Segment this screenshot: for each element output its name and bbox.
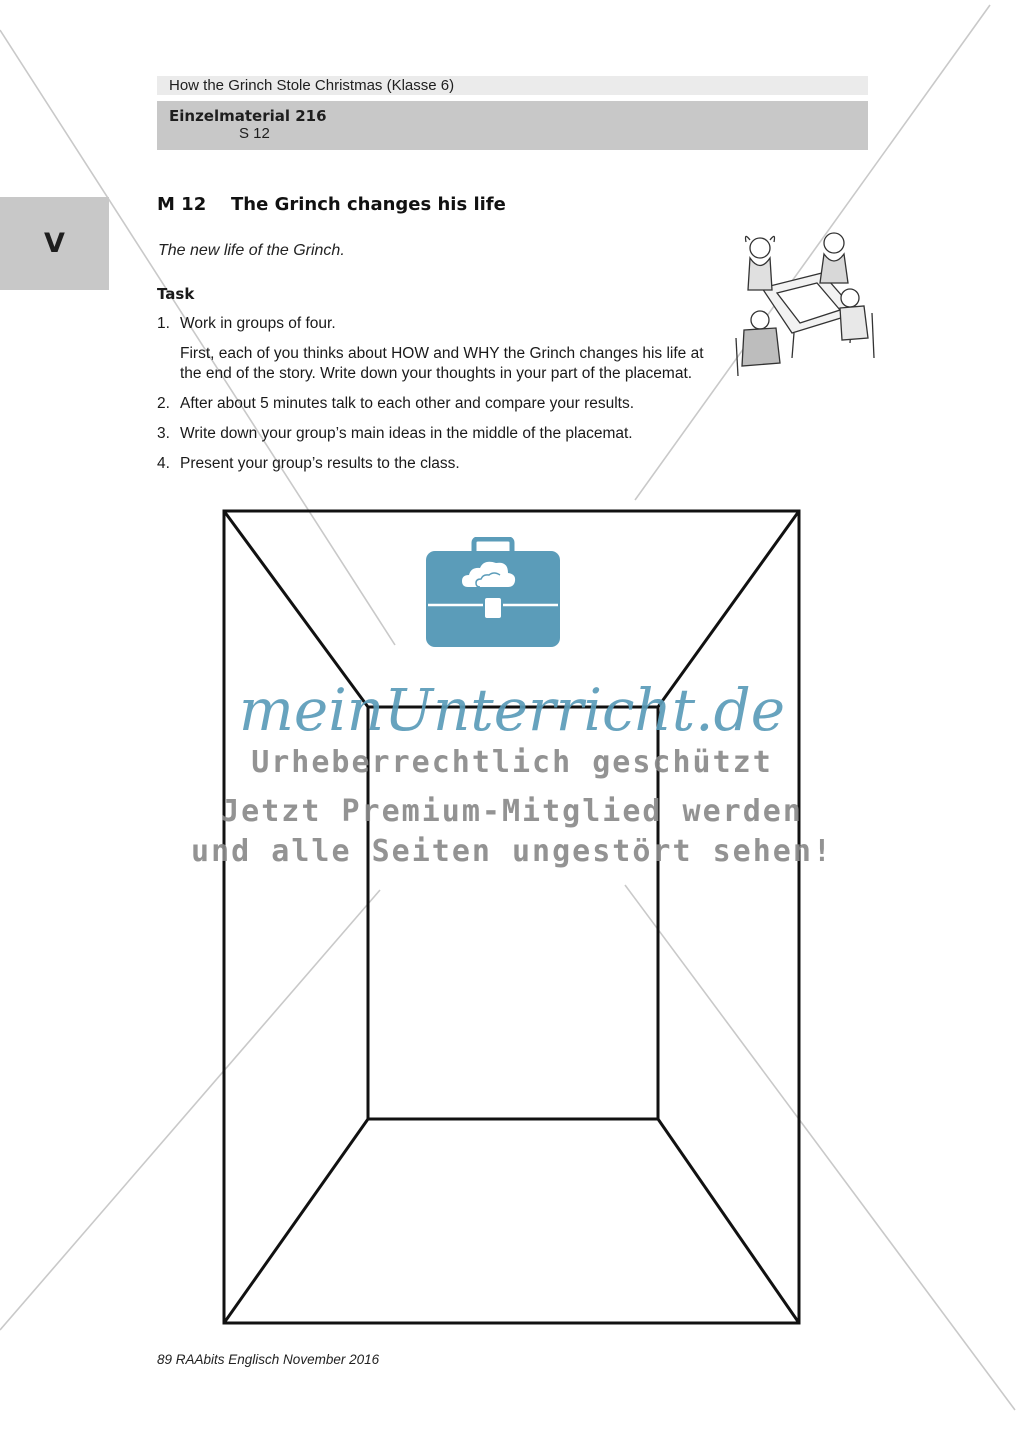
material-title-text: The Grinch changes his life <box>231 194 506 215</box>
material-number: M 12 <box>157 194 207 215</box>
list-item-text: Work in groups of four. <box>180 315 336 332</box>
list-item-text: Present your group’s results to the class. <box>180 455 460 472</box>
page-number: S 12 <box>239 125 270 142</box>
page-footer: 89 RAAbits Englisch November 2016 <box>157 1352 380 1367</box>
subtitle: The new life of the Grinch. <box>158 242 345 259</box>
series-title: How the Grinch Stole Christmas (Klasse 6) <box>169 77 455 94</box>
watermark-line-premium: Jetzt Premium-Mitglied werden <box>221 794 803 829</box>
list-item-detail: First, each of you thinks about HOW and WHY the Grinch changes his life at the end of the story. Write down your thoughts in your part of the placemat. <box>180 345 704 382</box>
list-item-number: 2. <box>157 395 170 412</box>
list-item-number: 1. <box>157 315 170 332</box>
list-item-text: After about 5 minutes talk to each other and compare your results. <box>180 395 635 412</box>
material-title: Einzelmaterial 216 <box>169 107 327 125</box>
watermark-line-pages: und alle Seiten ungestört sehen! <box>191 834 833 869</box>
watermark-line-copyright: Urheberrechtlich geschützt <box>251 745 773 780</box>
section-tab-label: V <box>44 228 65 259</box>
watermark-brand: meinUnterricht.de <box>238 676 786 744</box>
briefcase-icon <box>424 537 562 649</box>
list-item-number: 4. <box>157 455 170 472</box>
list-item-number: 3. <box>157 425 170 442</box>
list-item-text: Write down your group’s main ideas in the middle of the placemat. <box>180 425 633 442</box>
task-label: Task <box>157 285 195 303</box>
